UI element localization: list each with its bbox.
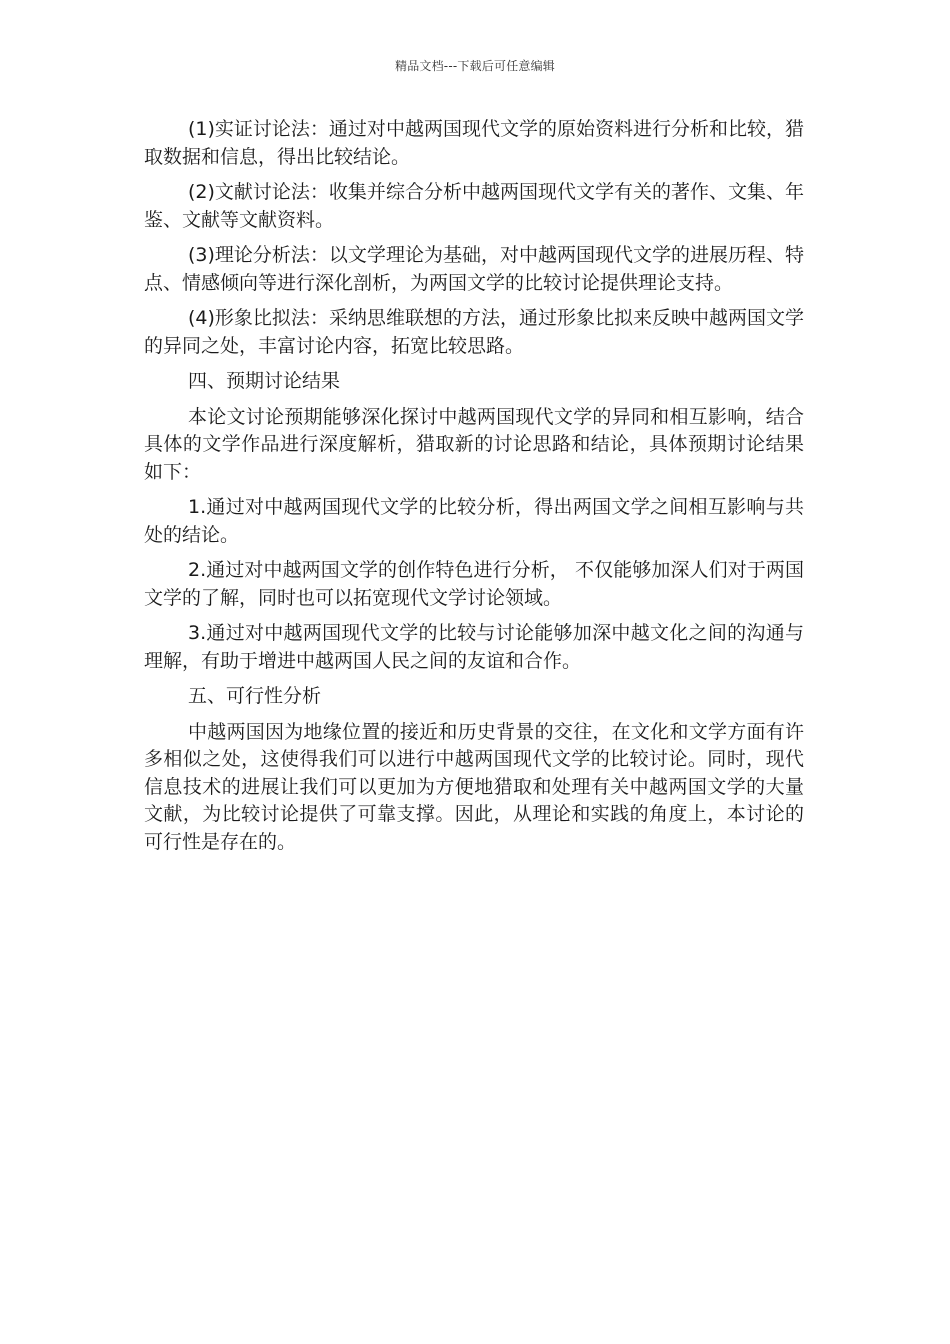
method-theory-paragraph: (3)理论分析法：以文学理论为基础，对中越两国现代文学的进展历程、特点、情感倾向等进行深化剖析，为两国文学的比较讨论提供理论支持。 bbox=[144, 244, 804, 294]
feasibility-paragraph: 中越两国因为地缘位置的接近和历史背景的交往，在文化和文学方面有许多相似之处，这使得我们可以进行中越两国现代文学的比较讨论。同时，现代信息技术的进展让我们可以更加为方便地猎取和处理有关中越两国文学的大量文献，为比较讨论提供了可靠支撑。因此，从理论和实践的角度上，本讨论的可行性是存在的。 bbox=[144, 720, 804, 853]
expected-results-intro-paragraph: 本论文讨论预期能够深化探讨中越两国现代文学的异同和相互影响，结合具体的文学作品进行深度解析，猎取新的讨论思路和结论，具体预期讨论结果如下： bbox=[144, 405, 804, 483]
document-body bbox=[144, 116, 804, 864]
page-header: 精品文档---下载后可任意编辑 bbox=[395, 59, 555, 73]
method-literature-paragraph: (2)文献讨论法：收集并综合分析中越两国现代文学有关的著作、文集、年鉴、文献等文献资料。 bbox=[144, 181, 804, 231]
section-heading-expected-results: 四、预期讨论结果 bbox=[188, 370, 341, 392]
expected-result-1-paragraph: 1.通过对中越两国现代文学的比较分析，得出两国文学之间相互影响与共处的结论。 bbox=[144, 496, 804, 546]
expected-result-2-paragraph: 2.通过对中越两国文学的创作特色进行分析， 不仅能够加深人们对于两国文学的了解，同时也可以拓宽现代文学讨论领域。 bbox=[144, 559, 804, 609]
section-heading-feasibility: 五、可行性分析 bbox=[188, 685, 322, 707]
expected-result-3-paragraph: 3.通过对中越两国现代文学的比较与讨论能够加深中越文化之间的沟通与理解，有助于增进中越两国人民之间的友谊和合作。 bbox=[144, 622, 804, 672]
method-analogy-paragraph: (4)形象比拟法：采纳思维联想的方法，通过形象比拟来反映中越两国文学的异同之处，丰富讨论内容，拓宽比较思路。 bbox=[144, 307, 804, 357]
method-empirical-paragraph: (1)实证讨论法：通过对中越两国现代文学的原始资料进行分析和比较，猎取数据和信息，得出比较结论。 bbox=[144, 118, 804, 168]
